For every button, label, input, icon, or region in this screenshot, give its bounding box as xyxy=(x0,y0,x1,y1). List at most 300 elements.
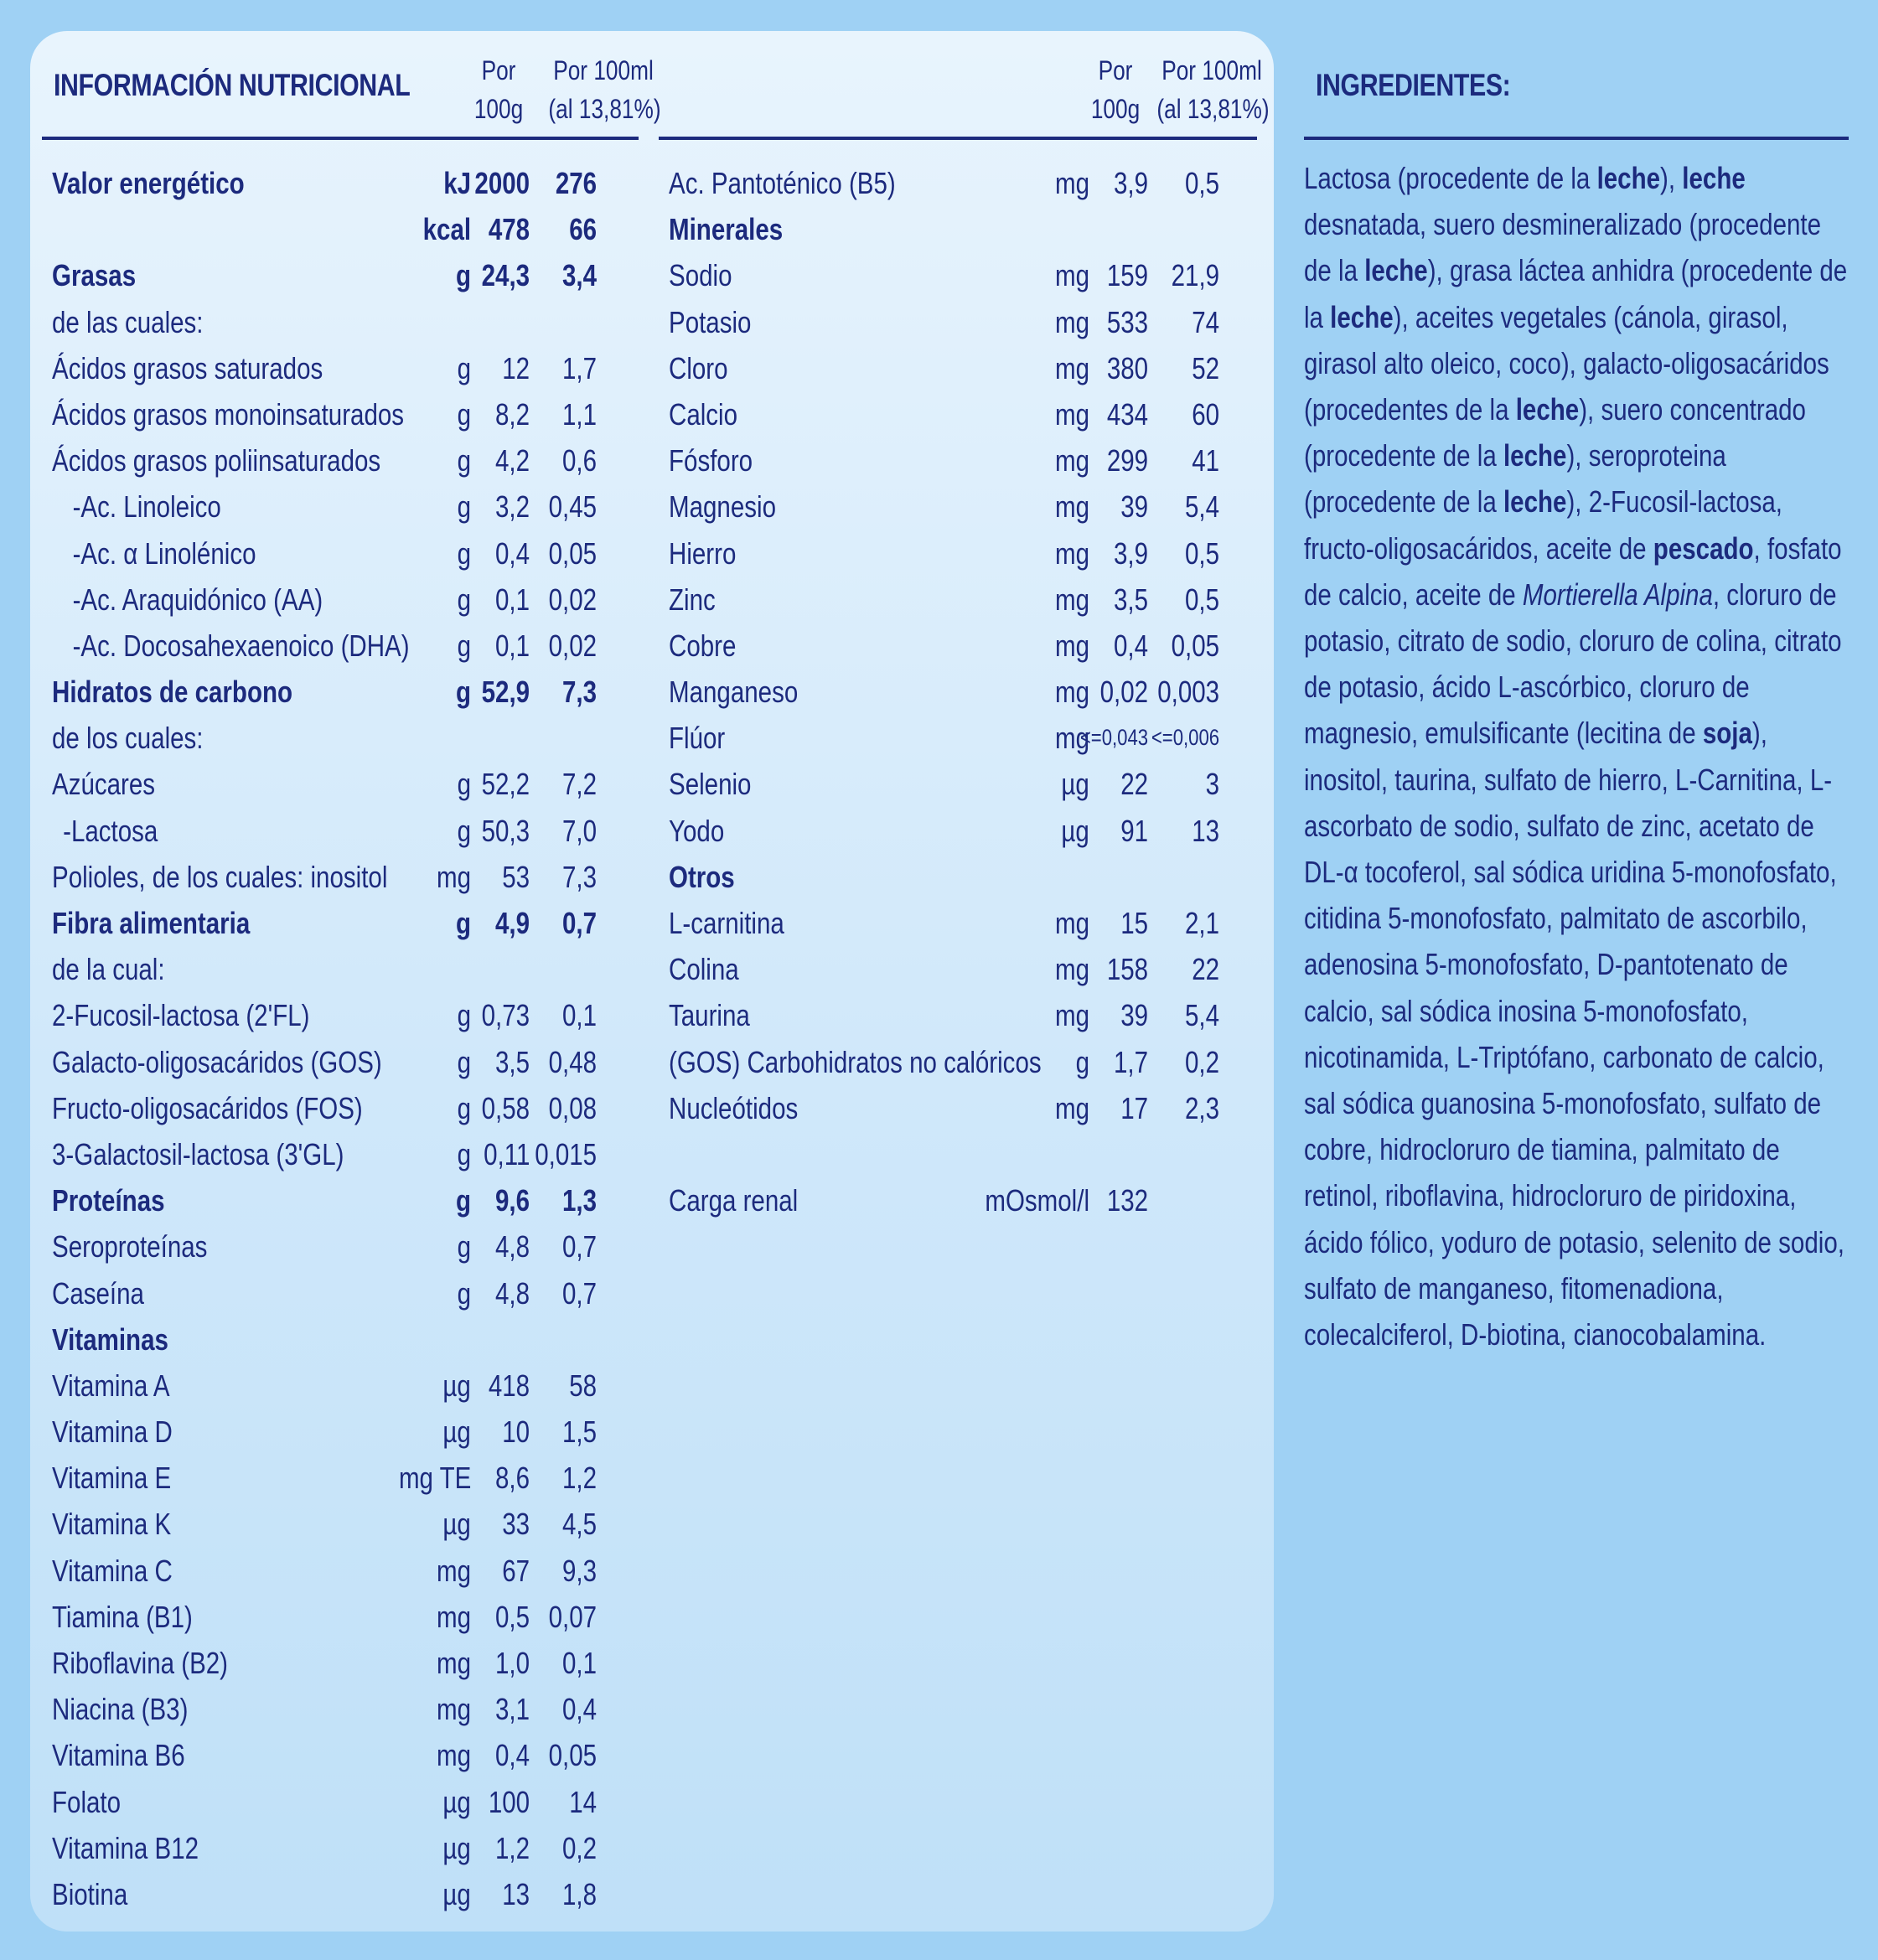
nutrient-name: Caseína xyxy=(52,1275,144,1311)
nutrient-row xyxy=(659,946,1257,992)
nutrient-unit: mg xyxy=(436,1646,471,1680)
nutrient-row xyxy=(42,1640,639,1686)
value-per-100g: 1,7 xyxy=(1113,1044,1148,1079)
nutrient-unit: µg xyxy=(442,1830,471,1865)
nutrient-unit: g xyxy=(457,628,471,663)
value-per-100g: 52,9 xyxy=(481,675,530,710)
nutrient-row xyxy=(659,715,1257,761)
value-per-100g: 4,2 xyxy=(494,443,530,478)
value-per-100g: 159 xyxy=(1106,258,1148,293)
nutrient-row xyxy=(659,669,1257,715)
nutrient-name: -Ac. α Linolénico xyxy=(72,535,256,571)
value-per-100ml: 1,7 xyxy=(561,350,597,385)
value-per-100g: <=0,043 xyxy=(1079,725,1148,751)
value-per-100g: 4,8 xyxy=(494,1275,530,1311)
nutrient-row xyxy=(42,669,639,715)
nutrient-name: Otros xyxy=(669,859,735,894)
value-per-100g: 53 xyxy=(502,859,530,894)
nutrition-rows-left xyxy=(42,160,639,1917)
value-per-100ml: 5,4 xyxy=(1184,998,1219,1033)
nutrient-unit: mg xyxy=(1054,906,1089,940)
nutrient-unit: mg TE xyxy=(398,1461,471,1496)
ingredient-text: ), 2-Fucosil-lactosa, fructo-oligosacáridos, aceite de xyxy=(1304,484,1783,566)
value-per-100g: 1,0 xyxy=(494,1646,530,1680)
nutrient-row xyxy=(42,854,639,900)
nutrient-row xyxy=(42,1871,639,1917)
value-per-100g: 17 xyxy=(1120,1090,1148,1125)
value-per-100g: 15 xyxy=(1120,906,1148,940)
nutrient-row xyxy=(659,530,1257,577)
nutrient-unit: mg xyxy=(436,1599,471,1634)
nutrient-unit: g xyxy=(457,1090,471,1125)
nutrient-unit: g xyxy=(1075,1044,1089,1079)
nutrient-row xyxy=(42,1039,639,1085)
nutrient-name: Selenio xyxy=(669,767,752,802)
nutrient-row xyxy=(42,1363,639,1409)
ingredient-text: ), suero concentrado (procedente de la xyxy=(1304,392,1806,473)
nutrient-name: Ácidos grasos monoinsaturados xyxy=(52,396,405,432)
nutrient-row xyxy=(659,761,1257,807)
nutrient-row xyxy=(42,530,639,577)
nutrient-unit: mg xyxy=(1054,1090,1089,1125)
nutrient-unit: µg xyxy=(442,1507,471,1542)
nutrient-name: -Ac. Araquidónico (AA) xyxy=(72,582,323,617)
value-per-100g: 0,58 xyxy=(481,1090,530,1125)
nutrient-name: Flúor xyxy=(669,721,726,756)
header-per-100g: Por 100g xyxy=(473,55,524,124)
nutrient-unit: mg xyxy=(1054,304,1089,339)
nutrient-unit: g xyxy=(457,350,471,385)
nutrient-row xyxy=(42,299,639,345)
nutrient-row xyxy=(42,437,639,484)
nutrient-name: Seroproteínas xyxy=(52,1229,208,1264)
nutrient-unit: g xyxy=(455,258,471,293)
value-per-100g: 8,6 xyxy=(494,1461,530,1496)
value-per-100ml: 0,1 xyxy=(561,998,597,1033)
value-per-100g: 12 xyxy=(502,350,530,385)
nutrient-row xyxy=(659,900,1257,946)
nutrient-row xyxy=(42,1825,639,1871)
nutrient-row xyxy=(42,345,639,391)
nutrient-name: L-carnitina xyxy=(669,906,784,940)
nutrient-row xyxy=(659,484,1257,530)
nutrient-name: Vitamina D xyxy=(52,1414,173,1450)
nutrient-unit: g xyxy=(457,443,471,478)
nutrient-row xyxy=(659,299,1257,345)
nutrient-name: Folato xyxy=(52,1784,122,1819)
value-per-100g: 0,5 xyxy=(494,1599,530,1634)
value-per-100ml: 0,2 xyxy=(561,1830,597,1865)
nutrition-header-mid xyxy=(659,31,1270,140)
nutrient-name: 2-Fucosil-lactosa (2'FL) xyxy=(52,998,310,1033)
allergen-text: leche xyxy=(1596,161,1661,195)
allergen-text: leche xyxy=(1330,299,1394,334)
nutrient-row xyxy=(659,1039,1257,1085)
value-per-100ml: 0,7 xyxy=(561,1275,597,1311)
nutrient-unit: kJ xyxy=(443,166,471,200)
value-per-100ml: 2,3 xyxy=(1184,1090,1219,1125)
nutrient-row xyxy=(42,623,639,669)
nutrient-name: Calcio xyxy=(669,396,738,432)
nutrient-row xyxy=(659,854,1257,900)
value-per-100ml: 74 xyxy=(1192,304,1219,339)
allergen-text: leche xyxy=(1515,392,1580,427)
nutrition-title: INFORMACIÓN NUTRICIONAL xyxy=(54,68,411,102)
nutrient-row xyxy=(42,391,639,437)
nutrient-row xyxy=(659,252,1257,298)
nutrient-unit: mg xyxy=(436,1553,471,1588)
nutrient-name: Vitamina B6 xyxy=(52,1738,185,1773)
nutrient-unit: mOsmol/l xyxy=(985,1183,1089,1218)
value-per-100g: 0,11 xyxy=(483,1136,530,1171)
nutrient-unit: µg xyxy=(442,1784,471,1819)
value-per-100ml: 41 xyxy=(1192,443,1219,478)
header-per-100g: Por 100g xyxy=(1090,55,1141,124)
value-per-100g: 0,4 xyxy=(1113,628,1148,663)
nutrient-unit: µg xyxy=(442,1414,471,1450)
value-per-100g: 4,9 xyxy=(494,906,530,940)
nutrient-unit: mg xyxy=(1054,998,1089,1033)
nutrient-name: Vitamina C xyxy=(52,1553,173,1588)
nutrition-table-left xyxy=(42,31,661,1917)
nutrient-unit: g xyxy=(455,906,471,940)
nutrient-row xyxy=(42,1548,639,1594)
value-per-100ml: 0,08 xyxy=(548,1090,597,1125)
value-per-100ml: 58 xyxy=(569,1368,597,1403)
ingredient-text: ), aceites vegetales (cánola, girasol, girasol alto oleico, coco), galacto-oligosacáridos (procedentes de la xyxy=(1304,299,1829,427)
value-per-100ml: 0,4 xyxy=(561,1692,597,1727)
value-per-100ml: 0,48 xyxy=(548,1044,597,1079)
nutrient-name: Vitamina B12 xyxy=(52,1830,199,1865)
value-per-100ml: 0,07 xyxy=(548,1599,597,1634)
nutrient-row xyxy=(42,160,639,206)
nutrient-name: Ácidos grasos poliinsaturados xyxy=(52,443,381,478)
ingredient-text: ), grasa láctea anhidra (procedente de la xyxy=(1304,253,1848,334)
nutrient-row xyxy=(42,761,639,807)
allergen-text: pescado xyxy=(1653,530,1754,566)
nutrient-row xyxy=(42,1177,639,1223)
value-per-100ml: 21,9 xyxy=(1171,258,1219,293)
value-per-100ml: 0,05 xyxy=(1171,628,1219,663)
value-per-100g: 0,1 xyxy=(494,628,530,663)
nutrient-name: 3-Galactosil-lactosa (3'GL) xyxy=(52,1136,344,1171)
nutrient-row xyxy=(42,1732,639,1778)
value-per-100ml: 0,05 xyxy=(548,535,597,571)
nutrient-row xyxy=(42,1686,639,1732)
value-per-100g: 380 xyxy=(1106,350,1148,385)
nutrient-unit: mg xyxy=(1054,535,1089,571)
nutrient-row xyxy=(659,577,1257,623)
value-per-100g: 24,3 xyxy=(481,258,530,293)
ingredients-text xyxy=(1304,155,1848,1358)
value-per-100ml: 9,3 xyxy=(561,1553,597,1588)
value-per-100g: 418 xyxy=(488,1368,530,1403)
nutrient-row xyxy=(659,623,1257,669)
nutrient-row xyxy=(42,1316,639,1363)
value-per-100ml: 14 xyxy=(569,1784,597,1819)
nutrient-row xyxy=(42,808,639,854)
value-per-100ml: 3 xyxy=(1205,767,1219,802)
nutrient-name: Cobre xyxy=(669,628,737,663)
value-per-100ml: 0,7 xyxy=(561,906,597,940)
value-per-100g: 0,73 xyxy=(481,998,530,1033)
nutrient-row xyxy=(42,1455,639,1501)
value-per-100ml: 1,2 xyxy=(561,1461,597,1496)
nutrient-unit: mg xyxy=(1054,582,1089,617)
value-per-100ml: 0,7 xyxy=(561,1229,597,1264)
allergen-text: leche xyxy=(1364,253,1428,288)
value-per-100ml: <=0,006 xyxy=(1151,725,1219,751)
nutrient-name: de la cual: xyxy=(52,952,165,987)
value-per-100g: 22 xyxy=(1120,767,1148,802)
value-per-100ml: 3,4 xyxy=(561,258,597,293)
value-per-100ml: 0,05 xyxy=(548,1738,597,1773)
nutrient-unit: g xyxy=(457,535,471,571)
allergen-text: leche xyxy=(1503,484,1567,520)
value-per-100g: 33 xyxy=(502,1507,530,1542)
value-per-100g: 67 xyxy=(502,1553,530,1588)
nutrient-unit: mg xyxy=(1054,350,1089,385)
nutrient-name: Ac. Pantoténico (B5) xyxy=(669,166,896,200)
nutrient-row xyxy=(42,577,639,623)
nutrient-unit: g xyxy=(457,1044,471,1079)
allergen-text: leche xyxy=(1503,438,1567,473)
nutrition-header-left xyxy=(42,31,661,140)
nutrient-unit: mg xyxy=(1054,258,1089,293)
nutrient-name: Vitamina K xyxy=(52,1507,172,1542)
value-per-100ml: 7,2 xyxy=(561,767,597,802)
value-per-100ml: 0,6 xyxy=(561,443,597,478)
nutrient-row xyxy=(42,484,639,530)
ingredient-text: , cloruro de potasio, citrato de sodio, cloruro de colina, citrato de potasio, ácido L-ascórbico, cloruro de magnesio, emulsificante (lecitina de xyxy=(1304,577,1842,751)
nutrient-unit: g xyxy=(457,1229,471,1264)
nutrient-name: Proteínas xyxy=(52,1183,165,1218)
nutrient-name: Valor energético xyxy=(52,166,245,200)
value-per-100ml: 60 xyxy=(1192,396,1219,432)
nutrient-unit: mg xyxy=(436,1738,471,1773)
value-per-100g: 3,5 xyxy=(494,1044,530,1079)
value-per-100g: 299 xyxy=(1106,443,1148,478)
nutrient-name: Manganeso xyxy=(669,675,799,710)
nutrient-name: Colina xyxy=(669,952,739,987)
value-per-100ml: 2,1 xyxy=(1184,906,1219,940)
value-per-100ml: 13 xyxy=(1192,813,1219,848)
value-per-100g: 2000 xyxy=(474,166,530,200)
nutrient-name: Vitamina A xyxy=(52,1368,170,1403)
value-per-100ml: 0,015 xyxy=(535,1136,597,1171)
value-per-100g: 3,9 xyxy=(1113,166,1148,200)
nutrient-unit: kcal xyxy=(422,212,471,247)
allergen-text: leche xyxy=(1682,161,1746,195)
nutrient-name: -Lactosa xyxy=(63,813,158,848)
ingredients-section xyxy=(1304,31,1849,1358)
nutrient-row xyxy=(659,391,1257,437)
nutrient-unit: g xyxy=(457,1136,471,1171)
nutrient-row xyxy=(659,992,1257,1038)
nutrient-unit: µg xyxy=(442,1368,471,1403)
nutrient-name: Fibra alimentaria xyxy=(52,906,251,940)
value-per-100g: 0,4 xyxy=(494,1738,530,1773)
value-per-100g: 3,2 xyxy=(494,489,530,525)
nutrient-unit: mg xyxy=(436,859,471,894)
nutrient-row xyxy=(659,437,1257,484)
nutrient-unit: mg xyxy=(1054,489,1089,525)
value-per-100ml: 52 xyxy=(1192,350,1219,385)
nutrient-row xyxy=(42,946,639,992)
nutrient-unit: g xyxy=(457,1275,471,1311)
nutrient-name: -Ac. Docosahexaenoico (DHA) xyxy=(72,628,410,663)
nutrient-name: Vitaminas xyxy=(52,1321,168,1357)
value-per-100ml: 7,3 xyxy=(561,859,597,894)
nutrient-row xyxy=(42,1409,639,1455)
value-per-100g: 91 xyxy=(1120,813,1148,848)
nutrient-name: Cloro xyxy=(669,350,728,385)
value-per-100g: 4,8 xyxy=(494,1229,530,1264)
value-per-100ml: 0,003 xyxy=(1157,675,1219,710)
value-per-100ml: 0,2 xyxy=(1184,1044,1219,1079)
value-per-100g: 533 xyxy=(1106,304,1148,339)
value-per-100g: 158 xyxy=(1106,952,1148,987)
value-per-100g: 0,1 xyxy=(494,582,530,617)
value-per-100g: 50,3 xyxy=(481,813,530,848)
nutrient-row xyxy=(659,808,1257,854)
nutrient-unit: mg xyxy=(1054,396,1089,432)
ingredient-text: desnatada, suero desmineralizado (procedente de la xyxy=(1304,207,1822,288)
value-per-100g: 8,2 xyxy=(494,396,530,432)
nutrient-row xyxy=(659,1177,1257,1223)
nutrient-name: Yodo xyxy=(669,813,725,848)
nutrient-name: Galacto-oligosacáridos (GOS) xyxy=(52,1044,382,1079)
nutrient-name: Riboflavina (B2) xyxy=(52,1646,229,1680)
nutrient-unit: mg xyxy=(1054,952,1089,987)
nutrient-name: Azúcares xyxy=(52,767,156,802)
ingredients-title: INGREDIENTES: xyxy=(1316,68,1511,102)
nutrient-unit: mg xyxy=(1054,166,1089,200)
nutrient-name: Niacina (B3) xyxy=(52,1692,189,1727)
nutrient-name: Ácidos grasos saturados xyxy=(52,350,323,385)
ingredient-text: ), xyxy=(1660,161,1683,195)
nutrient-unit: µg xyxy=(1061,767,1089,802)
nutrient-name: -Ac. Linoleico xyxy=(72,489,221,525)
value-per-100ml: 7,0 xyxy=(561,813,597,848)
nutrient-unit: g xyxy=(457,767,471,802)
nutrient-name: Zinc xyxy=(669,582,716,617)
value-per-100g: 39 xyxy=(1120,489,1148,525)
value-per-100g: 0,4 xyxy=(494,535,530,571)
value-per-100g: 100 xyxy=(488,1784,530,1819)
nutrient-unit: g xyxy=(457,998,471,1033)
nutrient-name: Polioles, de los cuales: inositol xyxy=(52,859,388,894)
nutrient-unit: mg xyxy=(436,1692,471,1727)
nutrient-row xyxy=(42,992,639,1038)
ingredient-text: Mortierella Alpina xyxy=(1522,577,1713,612)
nutrient-unit: µg xyxy=(1061,813,1089,848)
nutrient-name: Nucleótidos xyxy=(669,1090,799,1125)
value-per-100ml: 1,1 xyxy=(561,396,597,432)
nutrient-name: Magnesio xyxy=(669,489,776,525)
nutrient-name: de los cuales: xyxy=(52,721,204,756)
nutrition-rows-mid xyxy=(659,160,1257,1223)
nutrient-unit: mg xyxy=(1054,675,1089,710)
header-per-100ml: Por 100ml (al 13,81%) xyxy=(1156,55,1270,124)
nutrient-name: Fructo-oligosacáridos (FOS) xyxy=(52,1090,363,1125)
nutrient-unit: g xyxy=(455,1183,471,1218)
ingredient-text: ), seroproteina (procedente de la xyxy=(1304,438,1726,520)
value-per-100g: 132 xyxy=(1106,1183,1148,1218)
nutrient-unit: g xyxy=(457,813,471,848)
nutrient-name: Minerales xyxy=(669,212,784,247)
nutrient-row xyxy=(659,345,1257,391)
nutrient-row xyxy=(42,1131,639,1177)
value-per-100ml: 1,3 xyxy=(561,1183,597,1218)
ingredient-text: ), inositol, taurina, sulfato de hierro, L-Carnitina, L-ascorbato de sodio, sulfato de zinc, acetato de DL-α tocoferol, sal sódica uridina 5-monofosfato, citidina 5-monofosfato, palmitato de ascorbilo, adenosina 5-monofosfato, D-pantotenato de calcio, sal sódica inosina 5-monofosfato, nicotinamida, L-Triptófano, carbonato de calcio, sal sódica guanosina 5-monofosfato, sulfato de cobre, hidrocloruro de tiamina, palmitato de retinol, riboflavina, hidrocloruro de piridoxina, ácido fólico, yoduro de potasio, selenito de sodio, sulfato de manganeso, fitomenadiona, colecalciferol, D-biotina, cianocobalamina. xyxy=(1304,716,1844,1352)
nutrient-name: de las cuales: xyxy=(52,304,204,339)
value-per-100g: 10 xyxy=(502,1414,530,1450)
value-per-100ml: 0,5 xyxy=(1184,535,1219,571)
nutrient-unit: µg xyxy=(442,1876,471,1911)
value-per-100ml: 1,5 xyxy=(561,1414,597,1450)
value-per-100g: 478 xyxy=(488,212,530,247)
nutrient-row xyxy=(42,900,639,946)
nutrient-row xyxy=(42,1270,639,1316)
nutrient-name: Biotina xyxy=(52,1876,128,1911)
nutrient-row xyxy=(659,1085,1257,1131)
nutrient-unit: g xyxy=(455,675,471,710)
value-per-100g: 13 xyxy=(502,1876,530,1911)
value-per-100ml: 22 xyxy=(1192,952,1219,987)
value-per-100ml: 0,02 xyxy=(548,628,597,663)
nutrient-unit: g xyxy=(457,396,471,432)
nutrient-row xyxy=(42,1501,639,1547)
nutrient-row xyxy=(659,206,1257,252)
nutrient-row xyxy=(659,1131,1257,1177)
nutrient-name: Hierro xyxy=(669,535,737,571)
nutrient-row xyxy=(659,160,1257,206)
value-per-100g: 9,6 xyxy=(494,1183,530,1218)
value-per-100ml: 0,45 xyxy=(548,489,597,525)
value-per-100ml: 1,8 xyxy=(561,1876,597,1911)
value-per-100g: 1,2 xyxy=(494,1830,530,1865)
value-per-100g: 0,02 xyxy=(1099,675,1148,710)
nutrient-row xyxy=(42,1779,639,1825)
value-per-100ml: 0,5 xyxy=(1184,166,1219,200)
nutrient-name: Grasas xyxy=(52,258,137,293)
value-per-100g: 434 xyxy=(1106,396,1148,432)
nutrient-row xyxy=(42,1085,639,1131)
value-per-100ml: 66 xyxy=(569,212,597,247)
ingredient-text: Lactosa (procedente de la xyxy=(1304,161,1597,195)
value-per-100ml: 5,4 xyxy=(1184,489,1219,525)
nutrient-name: Tiamina (B1) xyxy=(52,1599,193,1634)
value-per-100ml: 0,5 xyxy=(1184,582,1219,617)
nutrient-name: Potasio xyxy=(669,304,752,339)
value-per-100g: 39 xyxy=(1120,998,1148,1033)
value-per-100ml: 7,3 xyxy=(561,675,597,710)
nutrient-row xyxy=(42,1594,639,1640)
value-per-100g: 3,1 xyxy=(494,1692,530,1727)
nutrient-name: Fósforo xyxy=(669,443,753,478)
value-per-100g: 3,5 xyxy=(1113,582,1148,617)
nutrient-unit: g xyxy=(457,489,471,525)
value-per-100g: 3,9 xyxy=(1113,535,1148,571)
nutrient-name: Carga renal xyxy=(669,1183,799,1218)
nutrient-row xyxy=(42,206,639,252)
ingredient-text: , fosfato de calcio, aceite de xyxy=(1304,530,1842,612)
nutrient-name: Sodio xyxy=(669,258,732,293)
nutrient-unit: mg xyxy=(1054,721,1089,756)
nutrition-table-mid xyxy=(659,31,1270,1223)
value-per-100ml: 0,02 xyxy=(548,582,597,617)
